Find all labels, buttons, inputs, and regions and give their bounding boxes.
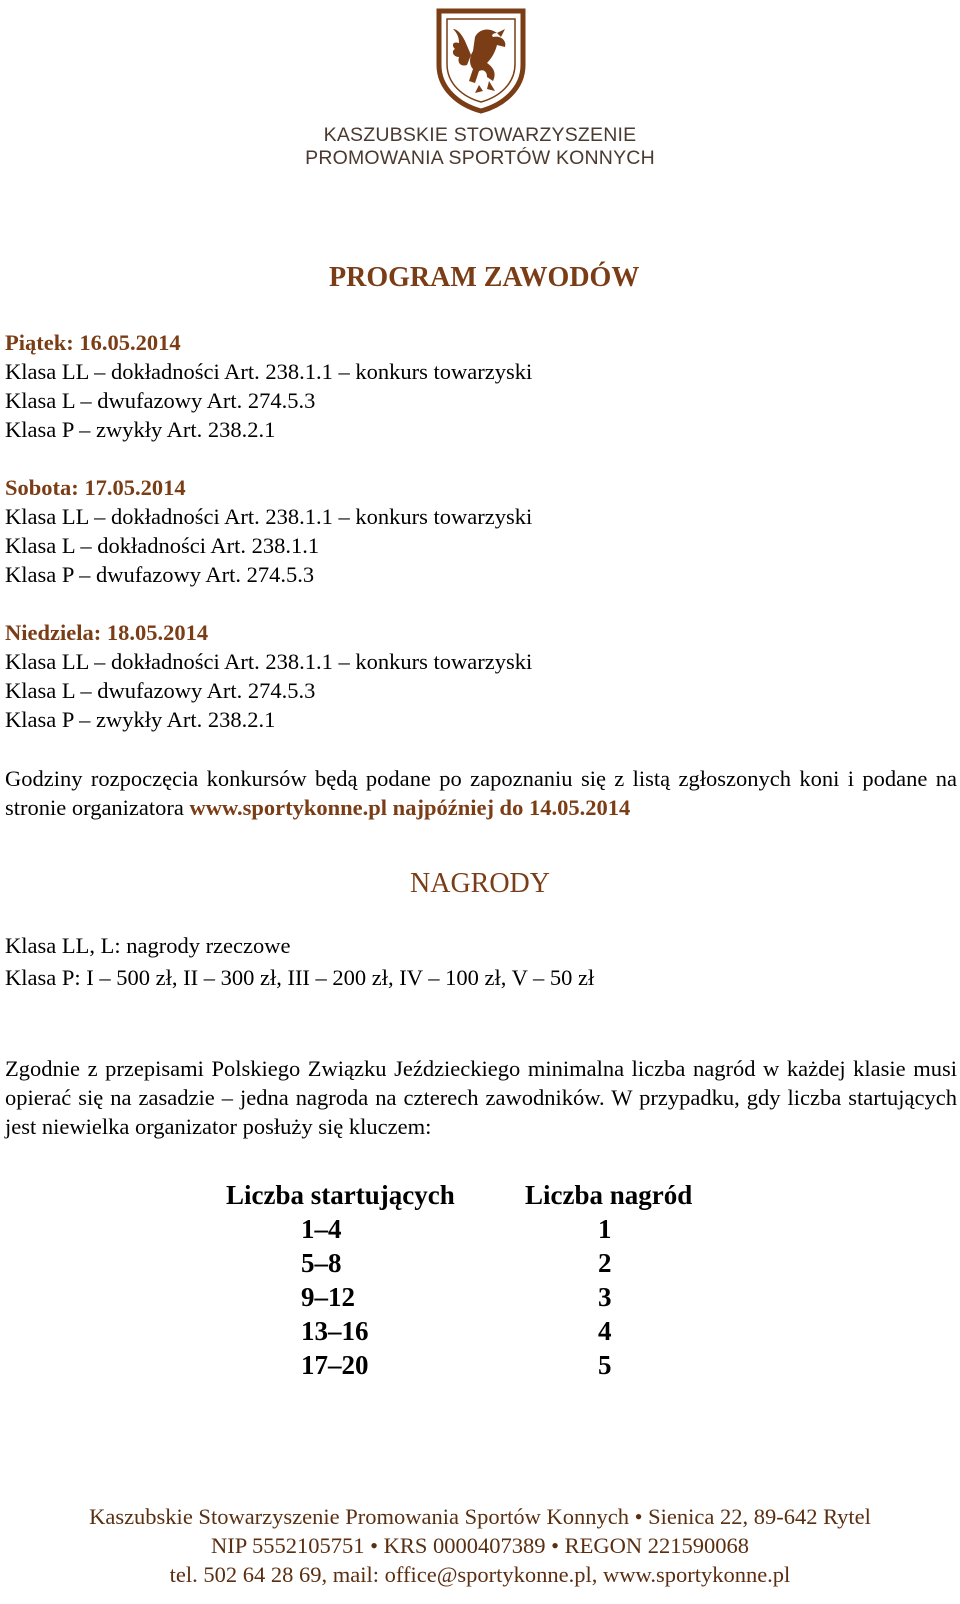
class-line: Klasa P – zwykły Art. 238.2.1 [5, 707, 276, 732]
footer-address: Kaszubskie Stowarzyszenie Promowania Sportów Konnych • Sienica 22, 89-642 Rytel [89, 1504, 871, 1529]
footer-registry: NIP 5552105751 • KRS 0000407389 • REGON 221590068 [210, 1533, 750, 1558]
starters-cell: 1–4 [301, 1214, 342, 1244]
day-block-sunday [5, 618, 955, 734]
class-line: Klasa P – dwufazowy Art. 274.5.3 [5, 562, 315, 587]
column-header-prizes: Liczba nagród [525, 1180, 693, 1210]
start-times-notice [5, 764, 957, 822]
footer-contact-line: tel. 502 64 28 69, mail: office@sportykonne.pl, www.sportykonne.pl [169, 1562, 791, 1587]
org-name-line1: KASZUBSKIE STOWARZYSZENIE [323, 124, 637, 146]
prize-line-p: Klasa P: I – 500 zł, II – 300 zł, III – 200 zł, IV – 100 zł, V – 50 zł [5, 965, 595, 990]
class-line: Klasa L – dwufazowy Art. 274.5.3 [5, 678, 316, 703]
day-title: Piątek: 16.05.2014 [5, 330, 181, 355]
organization-name [0, 124, 960, 170]
day-block-friday [5, 328, 955, 444]
starters-cell: 13–16 [301, 1316, 369, 1346]
starters-cell: 17–20 [301, 1350, 369, 1380]
prize-rules-text: Zgodnie z przepisami Polskiego Związku Jeździeckiego minimalna liczba nagród w każdej klasie musi opierać się na zasadzie – jedna nagroda na czterech zawodników. W przypadku, gdy liczba startujących jest niewielka organizator posłuży się kluczem: [5, 1056, 957, 1139]
class-line: Klasa LL – dokładności Art. 238.1.1 – konkurs towarzyski [5, 649, 533, 674]
website-deadline-link[interactable]: www.sportykonne.pl najpóźniej do 14.05.2014 [189, 795, 631, 820]
starters-cell: 9–12 [301, 1282, 355, 1312]
prizes-cell: 5 [598, 1350, 612, 1380]
class-line: Klasa L – dwufazowy Art. 274.5.3 [5, 388, 316, 413]
notice-text: Godziny rozpoczęcia konkursów będą podane po zapoznaniu się z listą zgłoszonych koni i podane na stronie organizatora [5, 766, 957, 820]
program-title: PROGRAM ZAWODÓW [329, 262, 640, 293]
class-line: Klasa P – zwykły Art. 238.2.1 [5, 417, 276, 442]
prizes-cell: 1 [598, 1214, 612, 1244]
column-header-starters: Liczba startujących [226, 1180, 455, 1210]
prize-line-ll-l: Klasa LL, L: nagrody rzeczowe [5, 933, 291, 958]
org-name-line2: PROMOWANIA SPORTÓW KONNYCH [305, 147, 655, 169]
griffin-crest-icon [435, 7, 527, 115]
prizes-title: NAGRODY [410, 868, 550, 899]
day-title: Sobota: 17.05.2014 [5, 475, 186, 500]
prizes-cell: 3 [598, 1282, 612, 1312]
class-line: Klasa LL – dokładności Art. 238.1.1 – konkurs towarzyski [5, 504, 533, 529]
starters-cell: 5–8 [301, 1248, 342, 1278]
prizes-cell: 4 [598, 1316, 612, 1346]
day-block-saturday [5, 473, 955, 589]
class-line: Klasa L – dokładności Art. 238.1.1 [5, 533, 320, 558]
prizes-cell: 2 [598, 1248, 612, 1278]
footer-contact [0, 1502, 960, 1589]
class-line: Klasa LL – dokładności Art. 238.1.1 – konkurs towarzyski [5, 359, 533, 384]
program-schedule [5, 328, 955, 763]
day-title: Niedziela: 18.05.2014 [5, 620, 209, 645]
